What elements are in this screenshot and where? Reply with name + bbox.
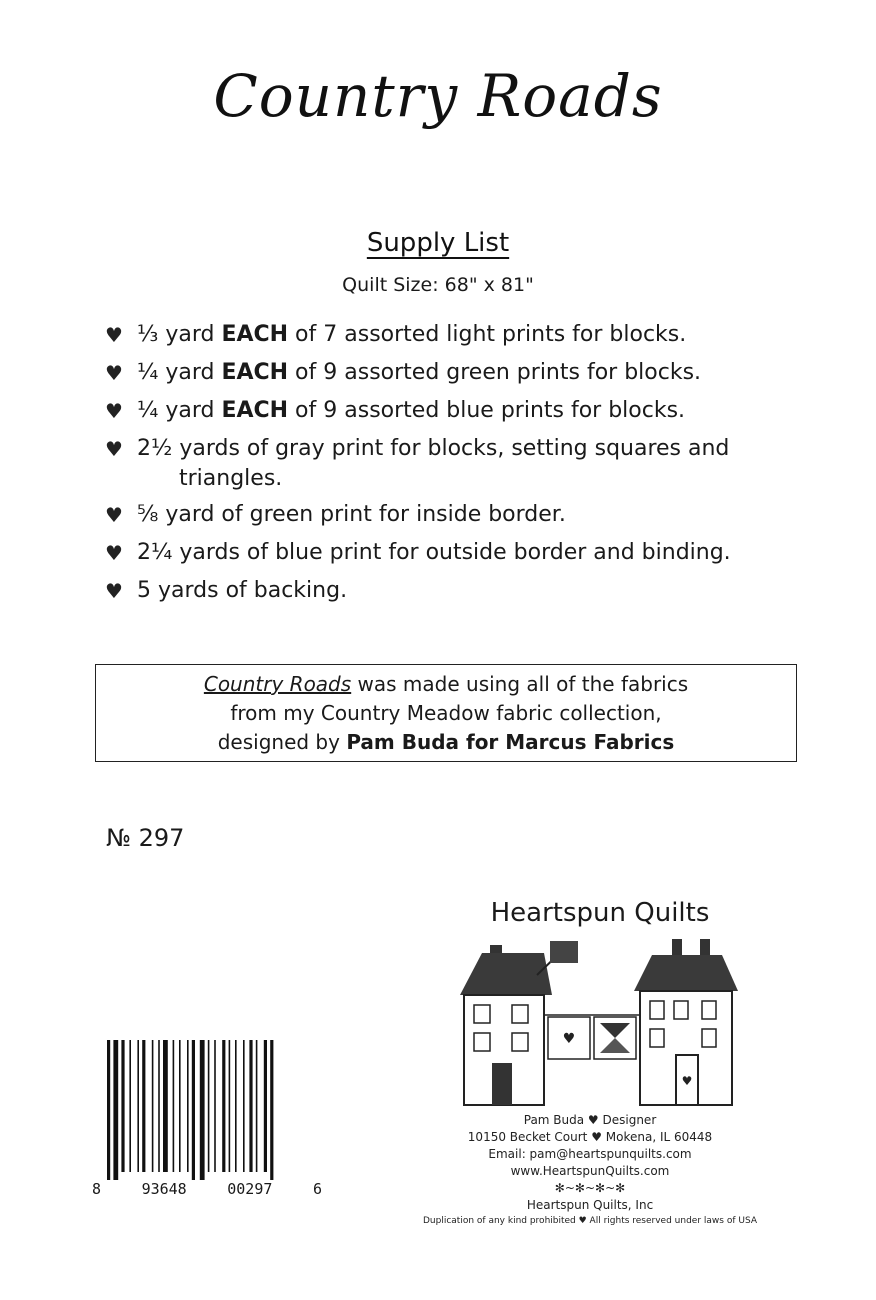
barcode-bar (187, 1040, 189, 1172)
supply-list (105, 320, 805, 614)
barcode-bar (192, 1040, 195, 1180)
pattern-title: Country Roads (213, 62, 663, 130)
supply-list-heading: Supply List (366, 228, 510, 258)
barcode-bar (222, 1040, 225, 1172)
heart-icon: ♥ (105, 323, 123, 347)
barcode-bar (129, 1040, 131, 1172)
heart-icon: ♥ (105, 437, 123, 461)
barcode-bar (256, 1040, 258, 1172)
barcode-bar (107, 1040, 110, 1180)
website-link[interactable]: www.HeartspunQuilts.com (510, 1164, 670, 1178)
barcode-bar (208, 1040, 210, 1172)
barcode-bar (200, 1040, 205, 1180)
barcode-bar (158, 1040, 160, 1172)
copyright-notice: Duplication of any kind prohibited ♥ All rights reserved under laws of USA (423, 1216, 757, 1226)
divider-ornament: ✻~✻~✻~✻ (554, 1181, 626, 1195)
barcode-bar (152, 1040, 154, 1172)
barcode-digit-group: 6 (312, 1180, 322, 1198)
pattern-number: № 297 (106, 824, 185, 852)
list-item: ♥ ⅝ yard of green print for inside border. (105, 500, 805, 530)
list-item: ♥ ⅓ yard EACH of 7 assorted light prints for blocks. (105, 320, 805, 350)
note-title: Country Roads (203, 672, 352, 696)
barcode-bar (173, 1040, 175, 1172)
barcode-digit-group: 93648 (141, 1180, 187, 1198)
barcode-bar (142, 1040, 145, 1172)
barcode-bar (243, 1040, 245, 1172)
fabric-note-box: Country Roads was made using all of the fabrics from my Country Meadow fabric collection, designed by Pam Buda for Marcus Fabrics (95, 664, 797, 762)
company-line: Heartspun Quilts, Inc (526, 1198, 654, 1212)
heart-icon: ♥ (105, 503, 123, 527)
barcode-bar (214, 1040, 216, 1172)
address-line: 10150 Becket Court ♥ Mokena, IL 60448 (467, 1130, 713, 1144)
barcode-image (107, 1040, 317, 1180)
list-item: ♥ ¼ yard EACH of 9 assorted green prints for blocks. (105, 358, 805, 388)
barcode-bar (137, 1040, 139, 1172)
list-item: ♥ ¼ yard EACH of 9 assorted blue prints for blocks. (105, 396, 805, 426)
barcode-bar (113, 1040, 118, 1180)
barcode-bar (163, 1040, 168, 1172)
svg-text:♥: ♥ (562, 1031, 576, 1047)
barcode-digit-group: 00297 (227, 1180, 273, 1198)
heart-icon: ♥ (105, 541, 123, 565)
barcode-number (92, 1180, 322, 1198)
email-link[interactable]: Email: pam@heartspunquilts.com (488, 1147, 692, 1161)
list-item: ♥ 5 yards of backing. (105, 576, 805, 606)
barcode-digit-group: 8 (92, 1180, 102, 1198)
heart-icon: ♥ (105, 361, 123, 385)
quilt-size: Quilt Size: 68" x 81" (342, 274, 534, 296)
barcode-bar (179, 1040, 181, 1172)
barcode-bar (270, 1040, 273, 1180)
brand-name: Heartspun Quilts (490, 898, 710, 928)
designer-line: Pam Buda ♥ Designer (523, 1113, 657, 1127)
heart-icon: ♥ (105, 579, 123, 603)
svg-text:♥: ♥ (681, 1074, 693, 1088)
barcode-bar (121, 1040, 124, 1172)
houses-quilt-illustration (452, 935, 742, 1115)
heart-icon: ♥ (105, 399, 123, 423)
barcode-bar (249, 1040, 252, 1172)
contact-info (420, 1112, 760, 1228)
list-item: ♥ 2½ yards of gray print for blocks, setting squares and triangles. (105, 434, 805, 494)
barcode-bar (235, 1040, 237, 1172)
barcode-bar (264, 1040, 267, 1172)
list-item: ♥ 2¼ yards of blue print for outside border and binding. (105, 538, 805, 568)
barcode-bar (229, 1040, 231, 1172)
